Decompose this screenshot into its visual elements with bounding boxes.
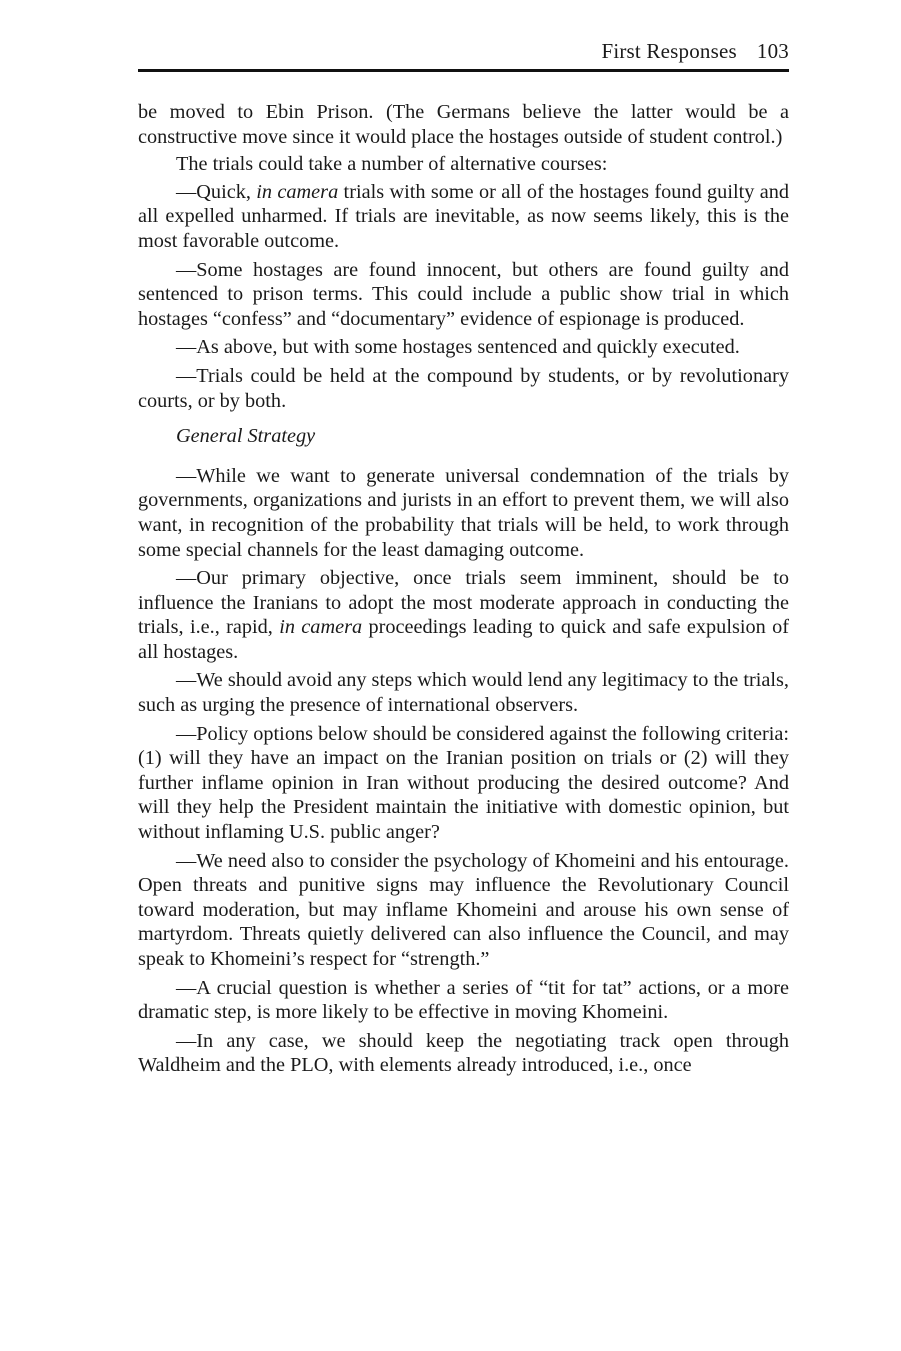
text-run: trials with some or all of the hostages found guilty and all expelled unharmed. If trials are inevitable, as now seems likely, this is the most favorable outcome. [138, 180, 789, 252]
text-run: —Our primary objective, once trials seem imminent, should be to influence the Iranians to adopt the most moderate approach in conducting the trials, i.e., rapid, [138, 567, 789, 639]
body-text [138, 100, 789, 1078]
paragraph-avoid-steps: —We should avoid any steps which would lend any legitimacy to the trials, such as urging the presence of international observers. [138, 669, 789, 717]
paragraph-primary-objective [138, 566, 789, 664]
paragraph-some-hostages: —Some hostages are found innocent, but others are found guilty and sentenced to prison terms. This could include a public show trial in which hostages “confess” and “documentary” evidence of espionage is produced. [138, 258, 789, 330]
paragraph-quick-trials [138, 180, 789, 254]
page-number: 103 [756, 39, 789, 63]
paragraph-negotiating-track: —In any case, we should keep the negotiating track open through Waldheim and the PLO, with elements already introduced, i.e., once [138, 1029, 789, 1077]
paragraph-condemnation: —While we want to generate universal condemnation of the trials by governments, organizations and jurists in an effort to prevent them, we will also want, in recognition of the probability that trials will be held, to work through some special channels for the least damaging outcome. [138, 464, 789, 561]
italic-term: in camera [279, 616, 363, 639]
paragraph-trials-held: —Trials could be held at the compound by students, or by revolutionary courts, or by both. [138, 364, 789, 412]
paragraph-crucial-question: —A crucial question is whether a series of “tit for tat” actions, or a more dramatic step, is more likely to be effective in moving Khomeini. [138, 976, 789, 1024]
book-page [138, 34, 789, 1082]
text-run: proceedings leading to quick and safe expulsion of all hostages. [138, 616, 789, 663]
paragraph-psychology: —We need also to consider the psychology of Khomeini and his entourage. Open threats and punitive signs may influence the Revolutionary Council toward moderation, but may inflame Khomeini and arouse his own sense of martyrdom. Threats quietly delivered can also influence the Council, and may speak to Khomeini’s respect for “strength.” [138, 849, 789, 970]
text-run: —Quick, [176, 180, 257, 203]
paragraph-as-above: —As above, but with some hostages sentenced and quickly executed. [176, 336, 740, 359]
running-header [138, 34, 789, 68]
section-heading: General Strategy [176, 425, 316, 448]
paragraph-policy-options: —Policy options below should be considered against the following criteria: (1) will they have an impact on the Iranian position on trials or (2) will they further inflame opinion in Iran without producing the desired outcome? And will they help the President maintain the initiative with domestic opinion, but without inflaming U.S. public anger? [138, 722, 789, 844]
paragraph-intro-courses: The trials could take a number of alternative courses: [176, 153, 608, 176]
header-rule [138, 69, 789, 72]
running-title: First Responses [601, 39, 737, 63]
italic-term: in camera [256, 180, 339, 203]
paragraph-continuation: be moved to Ebin Prison. (The Germans believe the latter would be a constructive move since it would place the hostages outside of student control.) [138, 101, 789, 148]
